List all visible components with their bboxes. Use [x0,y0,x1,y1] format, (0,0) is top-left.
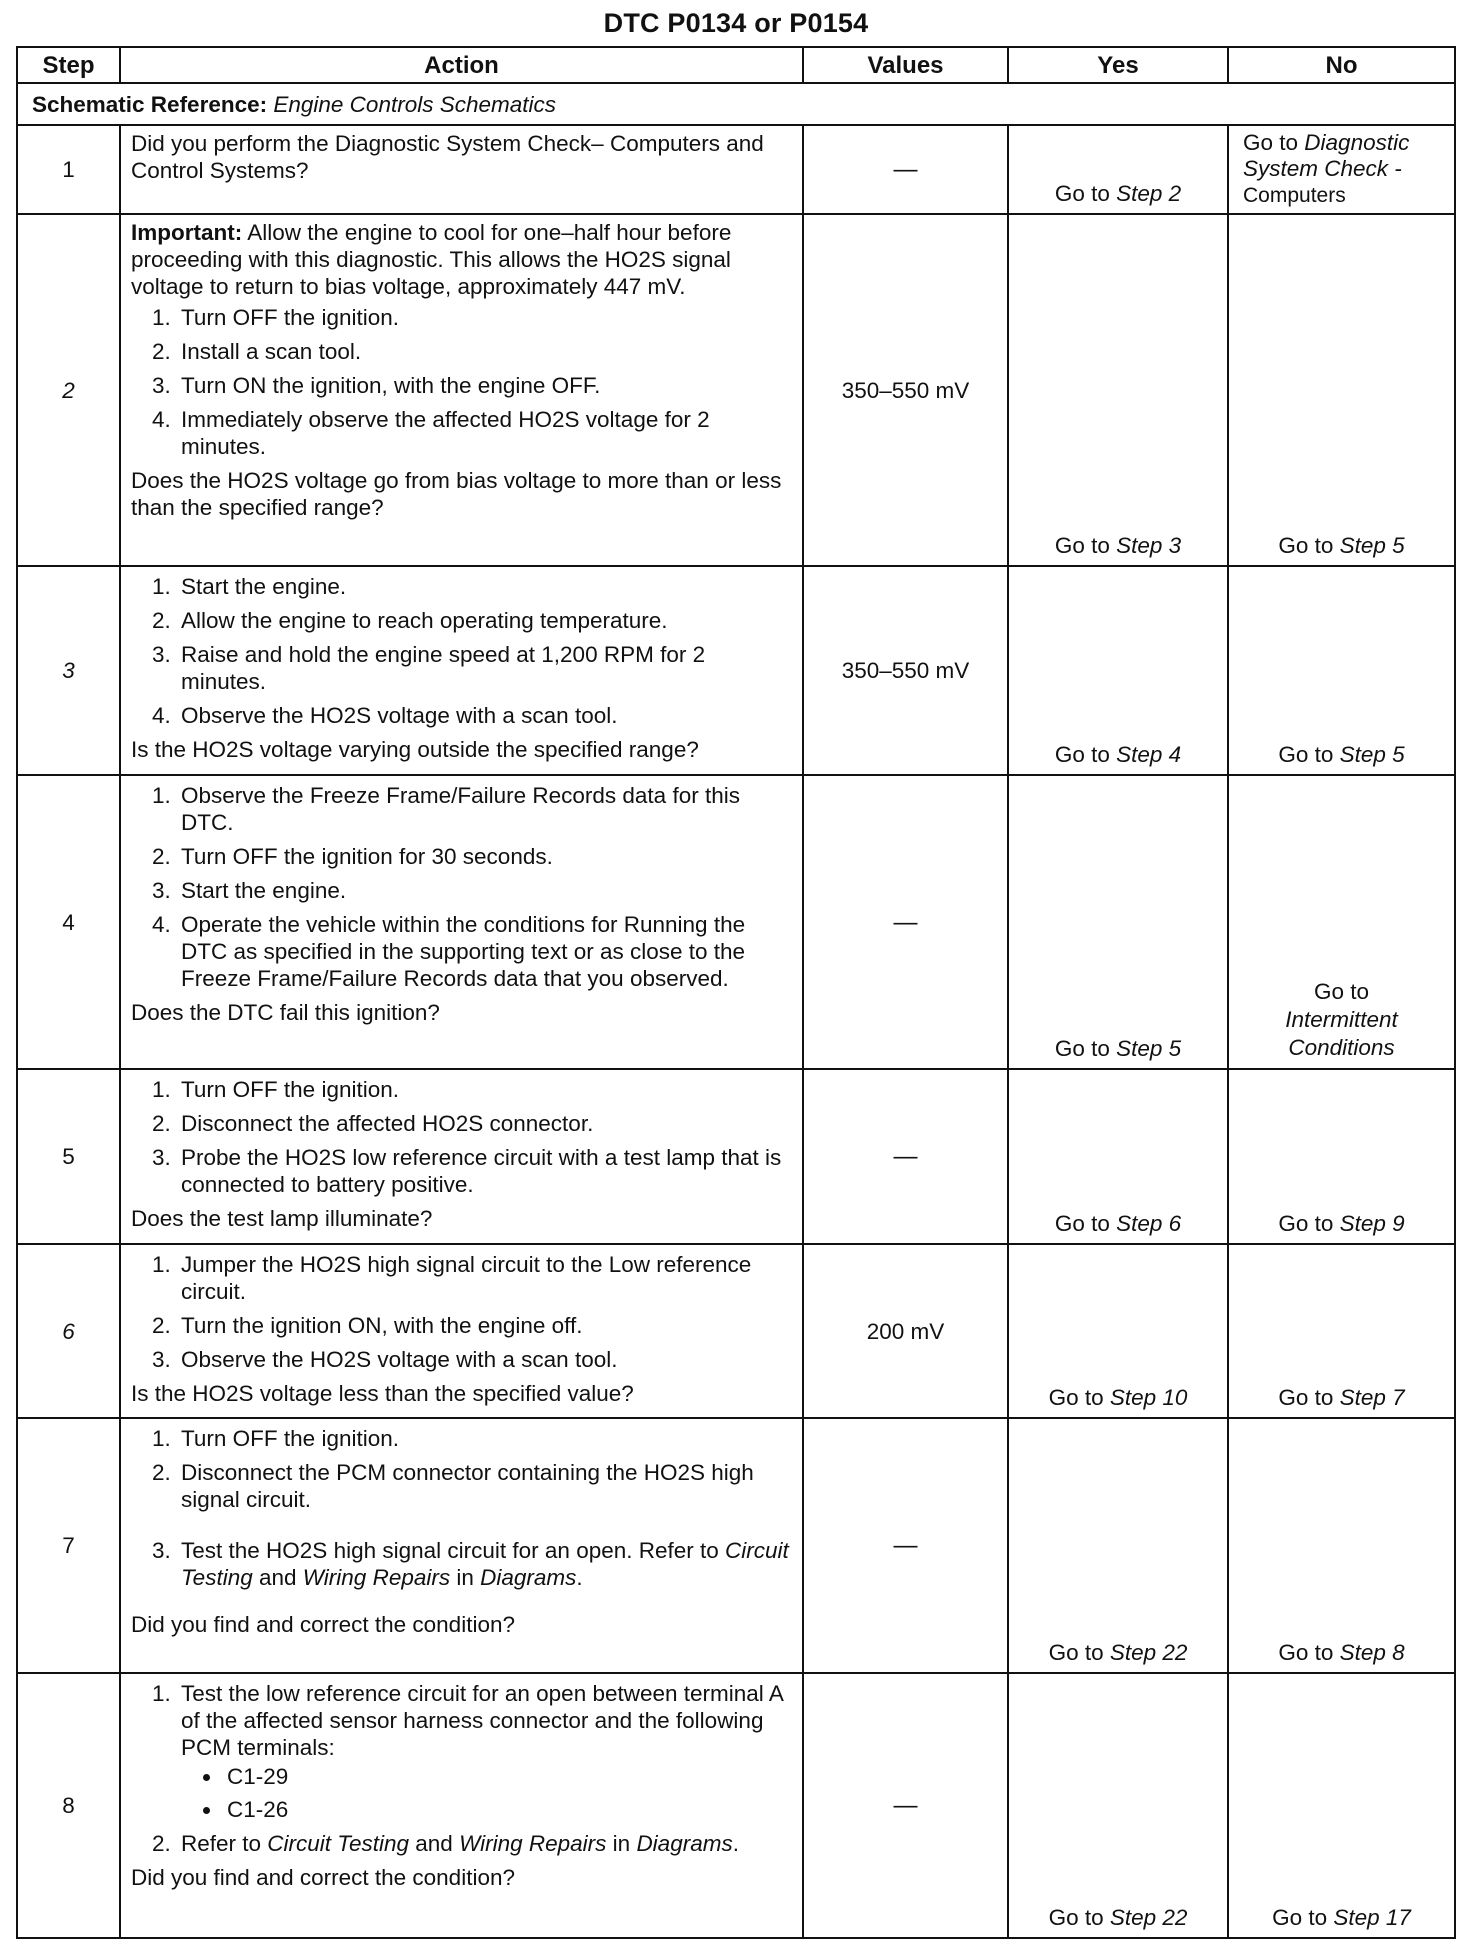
list-item: 1. Observe the Freeze Frame/Failure Records data for this DTC. [177,782,792,836]
no-cell[interactable]: Go to Step 8 [1228,1418,1455,1673]
table-row [17,1069,1455,1244]
list-item: 2. Allow the engine to reach operating temperature. [177,607,792,634]
goto-link[interactable]: Step 4 [1116,742,1182,767]
list-item: 4. Observe the HO2S voltage with a scan tool. [177,702,792,729]
step-number: 8 [17,1673,120,1938]
value-cell: 350–550 mV [803,566,1008,775]
goto-link[interactable]: Step 22 [1109,1640,1188,1665]
list-item: • C1-26 [223,1796,792,1823]
circuit-testing-link[interactable]: Circuit Testing [181,1538,789,1590]
important-note: Important: Allow the engine to cool for one–half hour before proceeding with this diagnostic. This allows the HO2S signal voltage to return to bias voltage, approximately 447 mV. [131,220,732,299]
action-cell [120,1069,803,1244]
list-item: 3. Probe the HO2S low reference circuit with a test lamp that is connected to battery positive. [177,1144,792,1198]
yes-cell[interactable]: Go to Step 3 [1008,214,1228,566]
action-question: Did you find and correct the condition? [131,1865,515,1890]
yes-cell[interactable]: Go to Step 10 [1008,1244,1228,1418]
value-cell: — [803,1069,1008,1244]
list-item: 3. Test the HO2S high signal circuit for an open. Refer to Circuit Testing and Wiring Repairs in Diagrams. [177,1537,792,1591]
header-no: No [1228,47,1455,83]
header-step: Step [17,47,120,83]
goto-link[interactable]: Step 5 [1339,533,1405,558]
list-item: 4. Operate the vehicle within the conditions for Running the DTC as specified in the supporting text or as close to the Freeze Frame/Failure Records data that you observed. [177,911,792,992]
step-number: 1 [17,125,120,214]
diagnostic-table [16,46,1456,1939]
list-item: 2. Turn OFF the ignition for 30 seconds. [177,843,792,870]
action-cell [120,1244,803,1418]
list-item: 2. Refer to Circuit Testing and Wiring Repairs in Diagrams. [177,1830,792,1857]
header-yes: Yes [1008,47,1228,83]
table-row [17,1673,1455,1938]
value-cell: 200 mV [803,1244,1008,1418]
no-cell[interactable]: Go to Diagnostic System Check - Computers [1228,125,1455,214]
action-cell [120,214,803,566]
schematic-reference [17,83,1455,125]
list-item: 1. Turn OFF the ignition. [177,1076,792,1103]
yes-cell[interactable]: Go to Step 6 [1008,1069,1228,1244]
table-row [17,566,1455,775]
action-question: Did you perform the Diagnostic System Check– Computers and Control Systems? [131,131,764,183]
no-cell[interactable]: Go to Step 9 [1228,1069,1455,1244]
goto-link[interactable]: Intermittent Conditions [1285,1007,1398,1060]
goto-link[interactable]: Step 2 [1116,181,1182,206]
action-question: Does the test lamp illuminate? [131,1206,433,1231]
diagrams-link[interactable]: Diagrams [480,1565,577,1590]
step-number: 4 [17,775,120,1069]
list-item: 2. Install a scan tool. [177,338,792,365]
action-question: Does the DTC fail this ignition? [131,1000,440,1025]
goto-link[interactable]: Diagnostic System Check - [1243,130,1410,181]
yes-cell[interactable]: Go to Step 2 [1008,125,1228,214]
value-cell: — [803,775,1008,1069]
action-cell [120,1418,803,1673]
page-title: DTC P0134 or P0154 [603,8,869,38]
goto-link[interactable]: Step 7 [1339,1385,1405,1410]
step-list [131,1076,792,1198]
action-cell [120,566,803,775]
step-list [131,573,792,729]
list-item: 1. Test the low reference circuit for an open between terminal A of the affected sensor harness connector and the following PCM terminals: • C1-29 • C1-26 [177,1680,792,1823]
header-row [17,47,1455,83]
step-list [131,1251,792,1373]
schematic-link[interactable]: Engine Controls Schematics [273,91,557,117]
step-number: 7 [17,1418,120,1673]
step-list [131,782,792,992]
value-cell: — [803,125,1008,214]
value-cell: — [803,1673,1008,1938]
list-item: 1. Turn OFF the ignition. [177,1425,792,1452]
table-row [17,214,1455,566]
no-cell[interactable]: Go to Step 5 [1228,566,1455,775]
yes-cell[interactable]: Go to Step 4 [1008,566,1228,775]
list-item: 3. Observe the HO2S voltage with a scan tool. [177,1346,792,1373]
action-cell [120,775,803,1069]
list-item: 3. Turn ON the ignition, with the engine OFF. [177,372,792,399]
wiring-repairs-link[interactable]: Wiring Repairs [302,1565,451,1590]
step-number: 2 [17,214,120,566]
action-cell [120,1673,803,1938]
no-cell[interactable]: Go to Step 7 [1228,1244,1455,1418]
circuit-testing-link[interactable]: Circuit Testing [267,1831,410,1856]
list-item: 1. Start the engine. [177,573,792,600]
list-item: 1. Jumper the HO2S high signal circuit to the Low reference circuit. [177,1251,792,1305]
goto-link[interactable]: Step 17 [1333,1905,1411,1930]
action-question: Does the HO2S voltage go from bias voltage to more than or less than the specified range? [131,468,782,520]
step-list [131,1680,792,1857]
list-item: 2. Disconnect the PCM connector containing the HO2S high signal circuit. [177,1459,792,1513]
action-cell [120,125,803,214]
no-cell[interactable]: Go to Step 5 [1228,214,1455,566]
schematic-row [17,83,1455,125]
goto-link[interactable]: Step 10 [1109,1385,1188,1410]
no-cell[interactable]: Go to Step 17 [1228,1673,1455,1938]
wiring-repairs-link[interactable]: Wiring Repairs [459,1831,607,1856]
table-row [17,775,1455,1069]
header-values: Values [803,47,1008,83]
list-item: 1. Turn OFF the ignition. [177,304,792,331]
value-cell: 350–550 mV [803,214,1008,566]
list-item: 3. Raise and hold the engine speed at 1,200 RPM for 2 minutes. [177,641,792,695]
step-number: 5 [17,1069,120,1244]
goto-link[interactable]: Step 3 [1116,533,1182,558]
action-question: Is the HO2S voltage varying outside the specified range? [131,737,699,762]
value-cell: — [803,1418,1008,1673]
list-item: 3. Start the engine. [177,877,792,904]
list-item: 2. Disconnect the affected HO2S connector. [177,1110,792,1137]
yes-cell[interactable]: Go to Step 22 [1008,1673,1228,1938]
goto-link[interactable]: Step 22 [1109,1905,1188,1930]
yes-cell[interactable]: Go to Step 5 [1008,775,1228,1069]
table-row [17,1418,1455,1673]
action-question: Is the HO2S voltage less than the specified value? [131,1381,634,1406]
list-item: 2. Turn the ignition ON, with the engine off. [177,1312,792,1339]
yes-cell[interactable]: Go to Step 22 [1008,1418,1228,1673]
table-row [17,125,1455,214]
step-list [131,1425,792,1591]
step-list [131,304,792,460]
action-question: Did you find and correct the condition? [131,1612,515,1637]
schematic-label: Schematic Reference: [32,91,268,117]
terminal-list [181,1763,792,1823]
goto-link[interactable]: Step 8 [1339,1640,1405,1665]
no-cell[interactable]: Go to Intermittent Conditions [1228,775,1455,1069]
table-row [17,1244,1455,1418]
list-item: 4. Immediately observe the affected HO2S voltage for 2 minutes. [177,406,792,460]
goto-link[interactable]: Step 5 [1339,742,1405,767]
step-number: 3 [17,566,120,775]
goto-link[interactable]: Step 5 [1116,1036,1182,1061]
step-number: 6 [17,1244,120,1418]
diagrams-link[interactable]: Diagrams [636,1831,733,1856]
header-action: Action [120,47,803,83]
goto-link[interactable]: Step 9 [1339,1211,1405,1236]
goto-link[interactable]: Step 6 [1116,1211,1182,1236]
list-item: • C1-29 [223,1763,792,1790]
